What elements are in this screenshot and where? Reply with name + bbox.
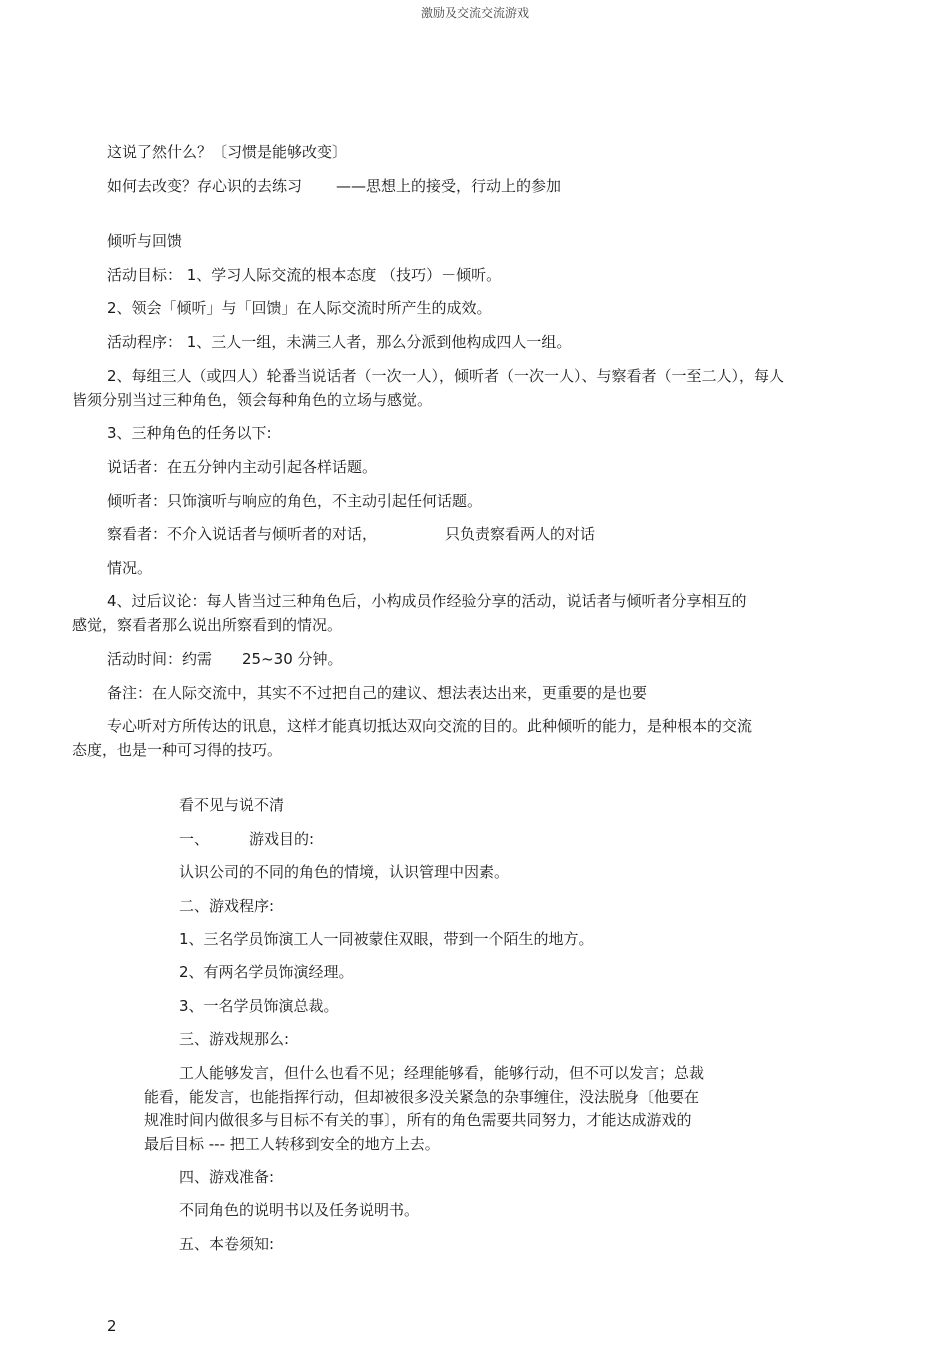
text-line: 最后目标 --- 把工人转移到安全的地方上去。	[144, 1135, 440, 1153]
text-line: 活动程序： 1、三人一组，未满三人者，那么分派到他构成四人一组。	[107, 333, 572, 351]
text-line: 活动目标： 1、学习人际交流的根本态度 （技巧）－倾听。	[107, 266, 502, 284]
text-line: 3、三种角色的任务以下:	[107, 424, 272, 442]
text-line: 如何去改变？存心识的去练习 ——思想上的接受，行动上的参加	[107, 177, 562, 195]
text-line: 情况。	[107, 559, 153, 577]
text-line: 1、三名学员饰演工人一同被蒙住双眼，带到一个陌生的地方。	[179, 930, 594, 948]
text-line: 一、 游戏目的:	[179, 830, 315, 848]
text-line: 倾听者：只饰演听与响应的角色，不主动引起任何话题。	[107, 492, 483, 510]
text-line: 五、本卷须知:	[179, 1235, 275, 1253]
text-line: 2、每组三人（或四人）轮番当说话者（一次一人），倾听者（一次一人）、与察看者（一至二人），每人	[107, 367, 785, 385]
text-line: 能看，能发言，也能指挥行动，但却被很多没关紧急的杂事缠住，没法脱身〔他要在	[144, 1088, 700, 1106]
page-number: 2	[107, 1317, 117, 1335]
text-line: 专心听对方所传达的讯息，这样才能真切抵达双向交流的目的。此种倾听的能力，是种根本的交流	[107, 717, 753, 735]
text-line: 三、游戏规那么:	[179, 1030, 290, 1048]
text-line: 认识公司的不同的角色的情境，认识管理中因素。	[179, 863, 510, 881]
text-line: 工人能够发言，但什么也看不见；经理能够看，能够行动，但不可以发言；总裁	[179, 1064, 705, 1082]
text-line: 2、有两名学员饰演经理。	[179, 963, 354, 981]
text-line: 察看者：不介入说话者与倾听者的对话， 只负责察看两人的对话	[107, 525, 596, 543]
text-line: 四、游戏准备:	[179, 1168, 275, 1186]
text-line: 不同角色的说明书以及任务说明书。	[179, 1201, 420, 1219]
text-line: 规准时间内做很多与目标不有关的事〕，所有的角色需要共同努力，才能达成游戏的	[144, 1111, 692, 1129]
section-title: 看不见与说不清	[179, 796, 285, 814]
text-line: 4、过后议论：每人皆当过三种角色后，小构成员作经验分享的活动，说话者与倾听者分享相互的	[107, 592, 747, 610]
text-line: 二、游戏程序:	[179, 897, 275, 915]
page-header: 激励及交流交流游戏	[420, 6, 529, 20]
text-line: 皆须分别当过三种角色，领会每种角色的立场与感觉。	[72, 391, 433, 409]
text-line: 说话者：在五分钟内主动引起各样话题。	[107, 458, 378, 476]
section-title: 倾听与回馈	[107, 232, 183, 250]
text-line: 这说了然什么？〔习惯是能够改变〕	[107, 143, 348, 161]
text-line: 感觉，察看者那么说出所察看到的情况。	[72, 616, 343, 634]
text-line: 2、领会「倾听」与「回馈」在人际交流时所产生的成效。	[107, 299, 492, 317]
text-line: 活动时间：约需 25~30 分钟。	[107, 650, 343, 668]
text-line: 态度，也是一种可习得的技巧。	[72, 741, 283, 759]
text-line: 备注：在人际交流中，其实不不过把自己的建议、想法表达出来，更重要的是也要	[107, 684, 648, 702]
text-line: 3、一名学员饰演总裁。	[179, 997, 339, 1015]
